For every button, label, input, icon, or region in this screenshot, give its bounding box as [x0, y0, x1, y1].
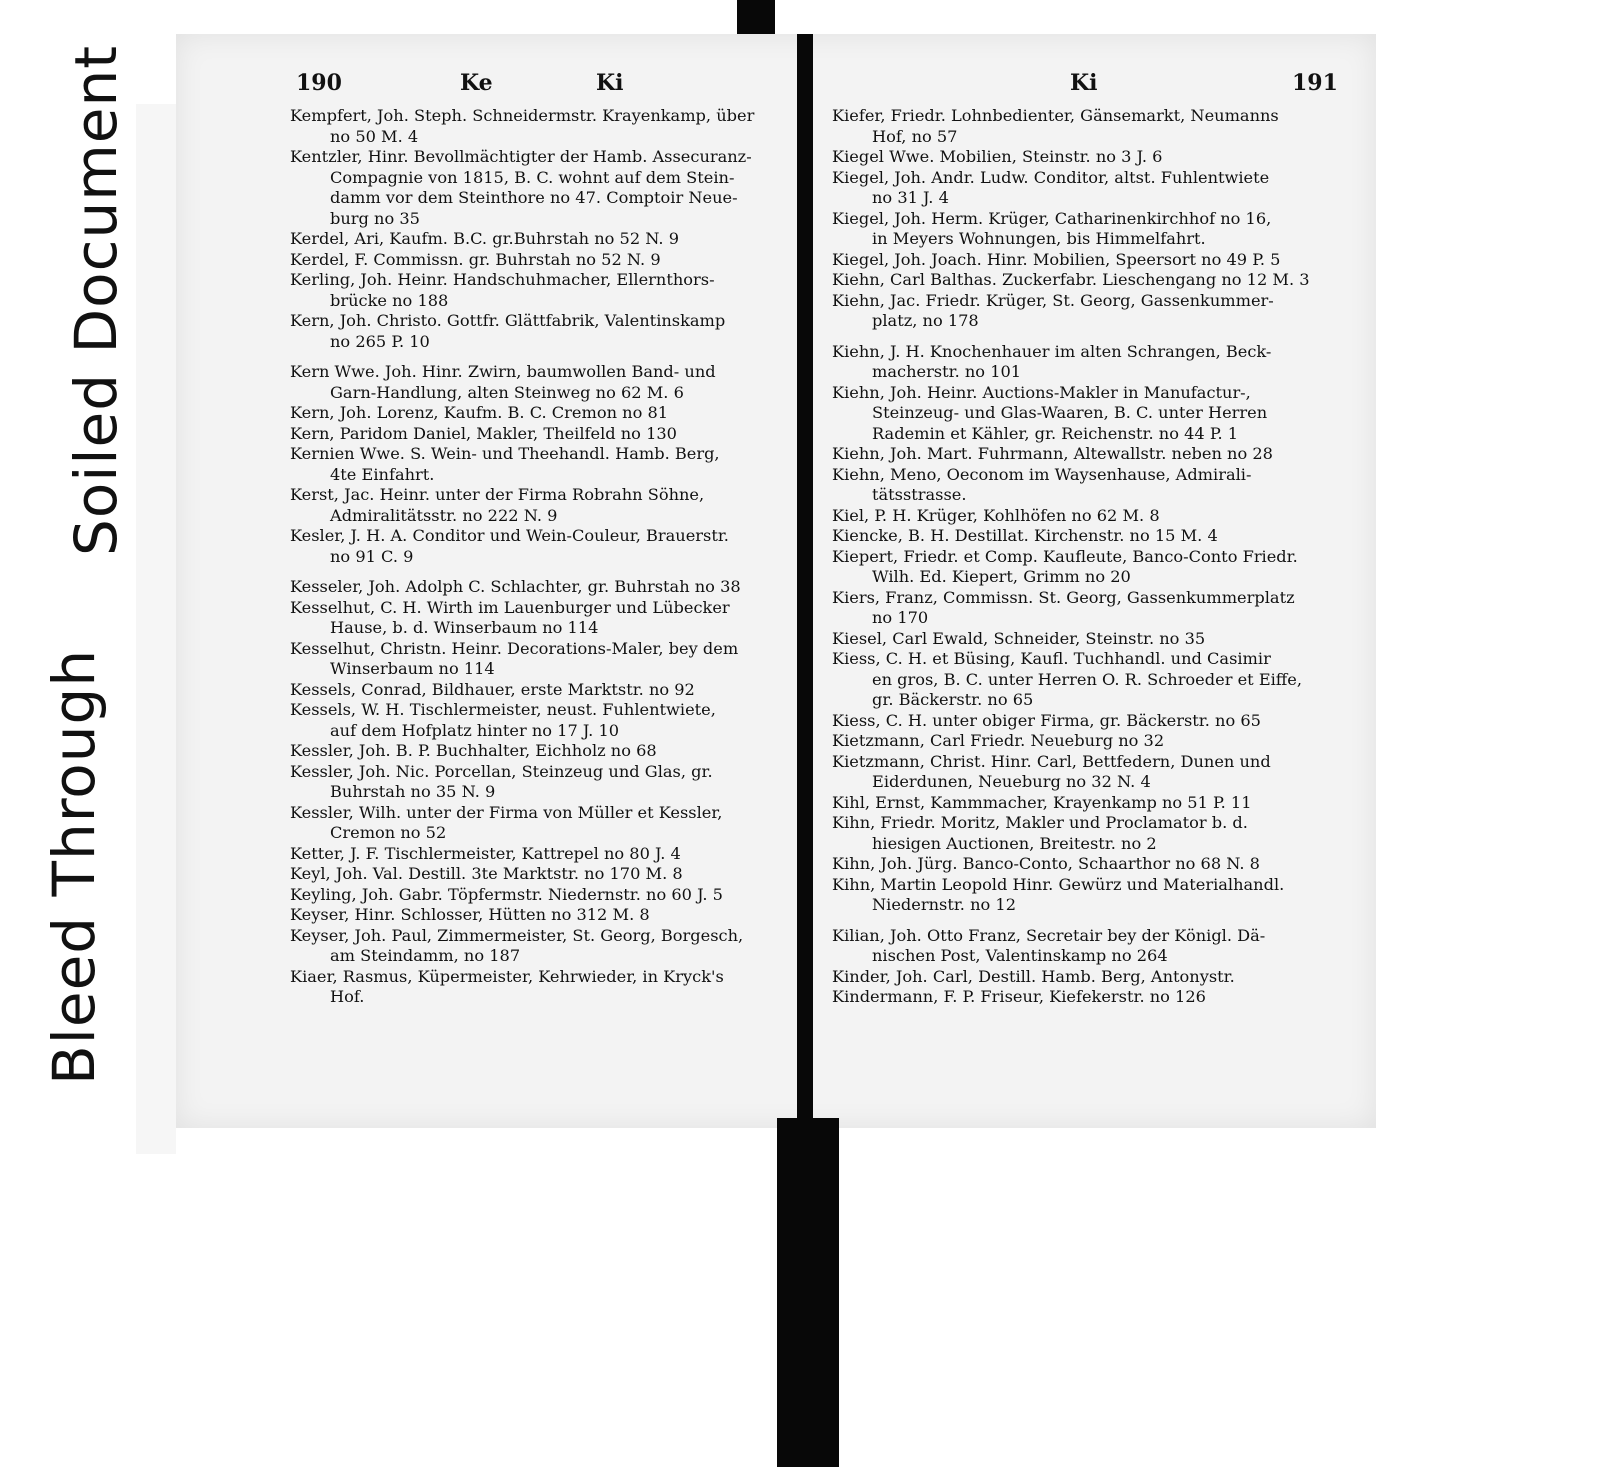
entry-first-line: Kesselhut, C. H. Wirth im Lauenburger und Lübecker — [290, 597, 730, 617]
entry-continuation-line: brücke no 188 — [330, 290, 449, 310]
directory-entry — [290, 270, 796, 311]
directory-entry — [290, 106, 796, 147]
directory-entry — [290, 926, 796, 967]
entry-first-line: Kern, Paridom Daniel, Makler, Theilfeld no 130 — [290, 423, 677, 443]
directory-entry — [832, 250, 1342, 271]
page-number: 191 — [1292, 70, 1338, 96]
entry-first-line: Kentzler, Hinr. Bevollmächtigter der Hamb. Assecuranz- — [290, 147, 752, 166]
entry-first-line: Kiehn, Jac. Friedr. Krüger, St. Georg, Gassenkummer- — [832, 290, 1274, 310]
directory-entry — [832, 526, 1342, 547]
entry-continuation-line: en gros, B. C. unter Herren O. R. Schroeder et Eiffe, — [872, 669, 1303, 689]
entry-first-line: Kiess, C. H. et Büsing, Kaufl. Tuchhandl. und Casimir — [832, 649, 1271, 668]
entry-first-line: Kihn, Martin Leopold Hinr. Gewürz und Materialhandl. — [832, 874, 1285, 894]
entry-continuation-line: Cremon no 52 — [330, 823, 447, 842]
entry-continuation-line: Eiderdunen, Neueburg no 32 N. 4 — [872, 772, 1151, 791]
entry-first-line: Kiers, Franz, Commissn. St. Georg, Gassenkummerplatz — [832, 587, 1295, 607]
entry-first-line: Kiegel, Joh. Andr. Ludw. Conditor, altst. Fuhlentwiete — [832, 167, 1270, 187]
entry-continuation-line: hiesigen Auctionen, Breitestr. no 2 — [872, 833, 1157, 853]
entry-first-line: Kern, Joh. Christo. Gottfr. Glättfabrik, Valentinskamp — [290, 311, 726, 330]
entry-continuation-line: Winserbaum no 114 — [330, 659, 495, 678]
entry-first-line: Kiehn, Joh. Heinr. Auctions-Makler in Manufactur-, — [832, 382, 1251, 402]
entry-first-line: Kihl, Ernst, Kammmacher, Krayenkamp no 51 P. 11 — [832, 792, 1252, 812]
directory-entry — [290, 424, 796, 445]
entry-first-line: Kerst, Jac. Heinr. unter der Firma Robrahn Söhne, — [290, 485, 705, 504]
entry-first-line: Kiehn, Carl Balthas. Zuckerfabr. Lieschengang no 12 M. 3 — [832, 270, 1310, 289]
directory-entry — [290, 864, 796, 885]
entry-first-line: Kessler, Joh. B. P. Buchhalter, Eichholz no 68 — [290, 741, 657, 760]
directory-entry — [832, 168, 1342, 209]
entry-first-line: Kessler, Wilh. unter der Firma von Müller et Kessler, — [290, 802, 723, 822]
entry-first-line: Kilian, Joh. Otto Franz, Secretair bey der Königl. Dä- — [832, 925, 1266, 945]
directory-entry — [290, 639, 796, 680]
left-page — [290, 70, 796, 1008]
entry-continuation-line: in Meyers Wohnungen, bis Himmelfahrt. — [872, 229, 1206, 248]
entry-continuation-line: no 265 P. 10 — [330, 331, 430, 351]
entry-first-line: Keyl, Joh. Val. Destill. 3te Marktstr. no 170 M. 8 — [290, 864, 683, 883]
head-letters: Ki — [596, 70, 624, 96]
head-letters: Ke — [460, 70, 493, 96]
right-page — [832, 70, 1342, 1008]
soiled-document-stamp: Soiled Document — [62, 45, 130, 556]
entry-first-line: Kessler, Joh. Nic. Porcellan, Steinzeug und Glas, gr. — [290, 761, 713, 781]
entry-continuation-line: Compagnie von 1815, B. C. wohnt auf dem Stein- — [330, 167, 735, 187]
directory-entry — [290, 741, 796, 762]
entry-first-line: Kerdel, Ari, Kaufm. B.C. gr.Buhrstah no 52 N. 9 — [290, 229, 679, 248]
directory-entries — [290, 106, 796, 1008]
bleed-through-stamp: Bleed Through — [40, 648, 108, 1085]
directory-entries — [832, 106, 1342, 1008]
directory-entry — [832, 731, 1342, 752]
entry-continuation-line: burg no 35 — [330, 208, 420, 228]
directory-entry — [832, 147, 1342, 168]
directory-entry — [290, 311, 796, 352]
directory-entry — [290, 229, 796, 250]
directory-entry — [832, 588, 1342, 629]
entry-continuation-line: gr. Bäckerstr. no 65 — [872, 690, 1034, 709]
entry-first-line: Keyser, Hinr. Schlosser, Hütten no 312 M. 8 — [290, 905, 650, 924]
entry-first-line: Kerdel, F. Commissn. gr. Buhrstah no 52 N. 9 — [290, 249, 661, 269]
entry-first-line: Keyling, Joh. Gabr. Töpfermstr. Niedernstr. no 60 J. 5 — [290, 884, 723, 904]
directory-entry — [832, 270, 1342, 291]
entry-first-line: Kiegel Wwe. Mobilien, Steinstr. no 3 J. 6 — [832, 147, 1163, 166]
directory-entry — [290, 967, 796, 1008]
entry-first-line: Kiepert, Friedr. et Comp. Kaufleute, Banco-Conto Friedr. — [832, 546, 1298, 566]
directory-entry — [832, 444, 1342, 465]
directory-entry — [832, 711, 1342, 732]
entry-first-line: Kiaer, Rasmus, Küpermeister, Kehrwieder, in Kryck's — [290, 966, 724, 986]
top-binding-tab — [737, 0, 775, 34]
entry-first-line: Kessels, W. H. Tischlermeister, neust. Fuhlentwiete, — [290, 700, 716, 719]
entry-continuation-line: 4te Einfahrt. — [330, 464, 435, 484]
entry-first-line: Kiess, C. H. unter obiger Firma, gr. Bäckerstr. no 65 — [832, 710, 1261, 730]
directory-entry — [832, 793, 1342, 814]
entry-first-line: Kempfert, Joh. Steph. Schneidermstr. Krayenkamp, über — [290, 106, 755, 125]
entry-first-line: Kiehn, Meno, Oeconom im Waysenhause, Admirali- — [832, 464, 1252, 484]
directory-entry — [832, 875, 1342, 916]
entry-first-line: Ketter, J. F. Tischlermeister, Kattrepel no 80 J. 4 — [290, 843, 681, 863]
directory-entry — [290, 700, 796, 741]
entry-first-line: Kesler, J. H. A. Conditor und Wein-Couleur, Brauerstr. — [290, 526, 729, 545]
entry-continuation-line: Hof. — [330, 987, 365, 1006]
entry-continuation-line: Garn-Handlung, alten Steinweg no 62 M. 6 — [330, 382, 684, 402]
directory-entry — [832, 383, 1342, 445]
directory-entry — [832, 629, 1342, 650]
running-head — [290, 70, 796, 106]
directory-entry — [290, 762, 796, 803]
directory-entry — [290, 680, 796, 701]
directory-entry — [832, 649, 1342, 711]
directory-entry — [290, 250, 796, 271]
directory-entry — [832, 987, 1342, 1008]
entry-continuation-line: platz, no 178 — [872, 311, 979, 330]
entry-first-line: Kernien Wwe. S. Wein- und Theehandl. Hamb. Berg, — [290, 444, 720, 463]
head-letters: Ki — [1070, 70, 1098, 96]
book-spine — [797, 34, 813, 1128]
entry-continuation-line: no 170 — [872, 608, 929, 627]
entry-first-line: Kern, Joh. Lorenz, Kaufm. B. C. Cremon no 81 — [290, 403, 669, 422]
entry-first-line: Kietzmann, Carl Friedr. Neueburg no 32 — [832, 731, 1165, 750]
directory-entry — [832, 854, 1342, 875]
entry-first-line: Kiegel, Joh. Joach. Hinr. Mobilien, Speersort no 49 P. 5 — [832, 249, 1281, 269]
directory-entry — [290, 147, 796, 229]
directory-entry — [290, 577, 796, 598]
entry-first-line: Kesselhut, Christn. Heinr. Decorations-Maler, bey dem — [290, 638, 739, 658]
entry-continuation-line: Niedernstr. no 12 — [872, 895, 1017, 914]
entry-continuation-line: no 91 C. 9 — [330, 546, 414, 566]
directory-entry — [832, 813, 1342, 854]
entry-first-line: Kihn, Friedr. Moritz, Makler und Proclamator b. d. — [832, 813, 1248, 832]
entry-first-line: Kiefer, Friedr. Lohnbedienter, Gänsemarkt, Neumanns — [832, 106, 1279, 125]
entry-first-line: Keyser, Joh. Paul, Zimmermeister, St. Georg, Borgesch, — [290, 925, 744, 945]
directory-entry — [290, 526, 796, 567]
running-head — [832, 70, 1342, 106]
entry-first-line: Kesseler, Joh. Adolph C. Schlachter, gr. Buhrstah no 38 — [290, 577, 741, 596]
directory-entry — [290, 485, 796, 526]
entry-first-line: Kinder, Joh. Carl, Destill. Hamb. Berg, Antonystr. — [832, 966, 1235, 986]
entry-continuation-line: Hause, b. d. Winserbaum no 114 — [330, 618, 599, 637]
directory-entry — [832, 106, 1342, 147]
entry-continuation-line: Rademin et Kähler, gr. Reichenstr. no 44 P. 1 — [872, 423, 1239, 443]
directory-entry — [832, 465, 1342, 506]
entry-first-line: Kiehn, J. H. Knochenhauer im alten Schrangen, Beck- — [832, 341, 1272, 361]
entry-continuation-line: tätsstrasse. — [872, 485, 967, 504]
entry-continuation-line: Admiralitätsstr. no 222 N. 9 — [330, 505, 558, 525]
directory-entry — [290, 598, 796, 639]
entry-continuation-line: nischen Post, Valentinskamp no 264 — [872, 946, 1168, 965]
directory-entry — [290, 885, 796, 906]
entry-continuation-line: no 31 J. 4 — [872, 188, 949, 207]
entry-continuation-line: Steinzeug- und Glas-Waaren, B. C. unter Herren — [872, 403, 1268, 422]
directory-entry — [832, 291, 1342, 332]
entry-first-line: Kietzmann, Christ. Hinr. Carl, Bettfedern, Dunen und — [832, 751, 1271, 771]
entry-continuation-line: macherstr. no 101 — [872, 362, 1022, 381]
entry-first-line: Kiel, P. H. Krüger, Kohlhöfen no 62 M. 8 — [832, 505, 1160, 525]
directory-entry — [290, 844, 796, 865]
directory-entry — [290, 362, 796, 403]
entry-first-line: Kiegel, Joh. Herm. Krüger, Catharinenkirchhof no 16, — [832, 208, 1272, 228]
directory-entry — [832, 547, 1342, 588]
directory-entry — [290, 403, 796, 424]
entry-continuation-line: am Steindamm, no 187 — [330, 946, 521, 965]
entry-first-line: Kiesel, Carl Ewald, Schneider, Steinstr. no 35 — [832, 628, 1206, 648]
entry-first-line: Kern Wwe. Joh. Hinr. Zwirn, baumwollen Band- und — [290, 362, 716, 381]
directory-entry — [290, 803, 796, 844]
directory-entry — [832, 752, 1342, 793]
entry-first-line: Kihn, Joh. Jürg. Banco-Conto, Schaarthor no 68 N. 8 — [832, 854, 1260, 873]
directory-entry — [832, 209, 1342, 250]
entry-first-line: Kiencke, B. H. Destillat. Kirchenstr. no 15 M. 4 — [832, 526, 1218, 545]
entry-first-line: Kessels, Conrad, Bildhauer, erste Marktstr. no 92 — [290, 679, 695, 699]
directory-entry — [290, 444, 796, 485]
entry-first-line: Kiehn, Joh. Mart. Fuhrmann, Altewallstr. neben no 28 — [832, 444, 1273, 463]
entry-continuation-line: no 50 M. 4 — [330, 126, 419, 146]
directory-entry — [832, 926, 1342, 967]
directory-entry — [832, 967, 1342, 988]
directory-entry — [290, 905, 796, 926]
entry-continuation-line: Hof, no 57 — [872, 126, 958, 146]
page-number: 190 — [296, 70, 342, 96]
entry-first-line: Kindermann, F. P. Friseur, Kiefekerstr. no 126 — [832, 987, 1206, 1006]
bottom-binding-tab — [777, 1118, 839, 1467]
entry-continuation-line: damm vor dem Steinthore no 47. Comptoir Neue- — [330, 188, 738, 207]
entry-continuation-line: Wilh. Ed. Kiepert, Grimm no 20 — [872, 567, 1131, 586]
directory-entry — [832, 506, 1342, 527]
entry-continuation-line: Buhrstah no 35 N. 9 — [330, 782, 496, 801]
entry-continuation-line: auf dem Hofplatz hinter no 17 J. 10 — [330, 720, 620, 740]
directory-entry — [832, 342, 1342, 383]
entry-first-line: Kerling, Joh. Heinr. Handschuhmacher, Ellernthors- — [290, 270, 715, 289]
